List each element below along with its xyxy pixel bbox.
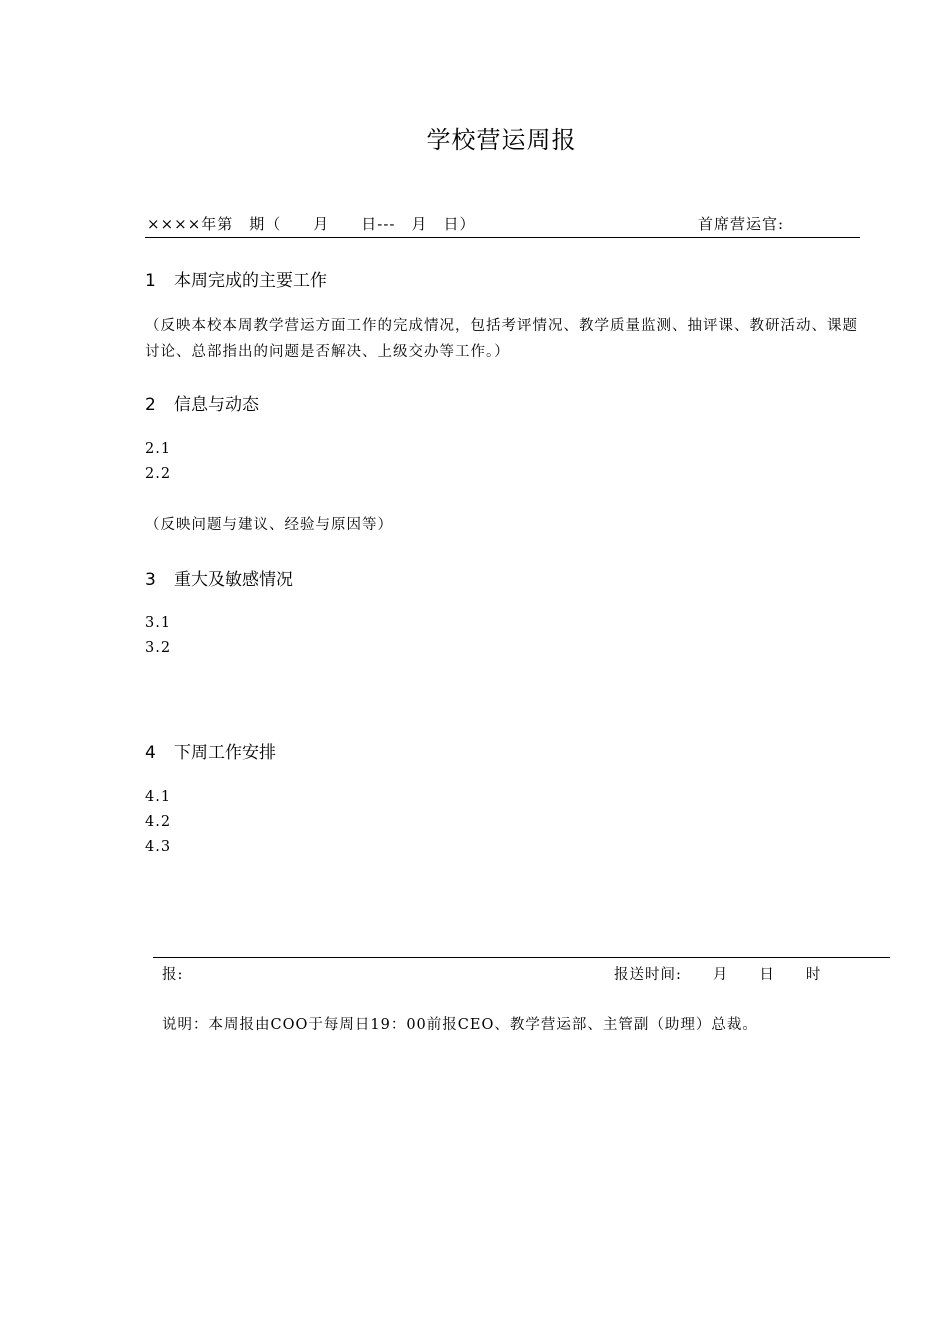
section-title: 信息与动态 [174, 395, 259, 415]
page-title: 学校营运周报 [426, 126, 577, 154]
chief-officer-label: 首席营运官: [698, 215, 785, 233]
section-number: 2 [145, 395, 156, 415]
section-number: 1 [145, 271, 156, 291]
list-item: 4.2 [145, 814, 172, 830]
section-2-note: （反映问题与建议、经验与原因等） [145, 517, 393, 533]
section-1-heading [145, 266, 327, 291]
list-item: 2.2 [145, 466, 172, 482]
section-title: 重大及敏感情况 [174, 570, 293, 590]
section-3-heading [145, 565, 293, 590]
list-item: 4.1 [145, 789, 172, 805]
section-number: 4 [145, 743, 156, 763]
section-2-heading [145, 390, 259, 415]
section-4-heading [145, 738, 276, 763]
section-number: 3 [145, 570, 156, 590]
list-item: 4.3 [145, 839, 172, 855]
list-item: 3.1 [145, 615, 172, 631]
footer-divider [153, 957, 890, 958]
period-line: ××××年第 期（ 月 日--- 月 日） [147, 215, 476, 233]
list-item: 3.2 [145, 640, 172, 656]
report-time-label: 报送时间: 月 日 时 [614, 967, 822, 983]
remark-note: 说明：本周报由COO于每周日19：00前报CEO、教学营运部、主管副（助理）总裁。 [162, 1017, 758, 1033]
section-title: 下周工作安排 [174, 743, 276, 763]
section-1-note: （反映本校本周教学营运方面工作的完成情况，包括考评情况、教学质量监测、抽评课、教研活动、课题讨论、总部指出的问题是否解决、上级交办等工作。） [145, 318, 858, 360]
header-divider [145, 237, 860, 238]
list-item: 2.1 [145, 441, 172, 457]
section-title: 本周完成的主要工作 [174, 271, 327, 291]
report-to-label: 报: [162, 967, 184, 983]
